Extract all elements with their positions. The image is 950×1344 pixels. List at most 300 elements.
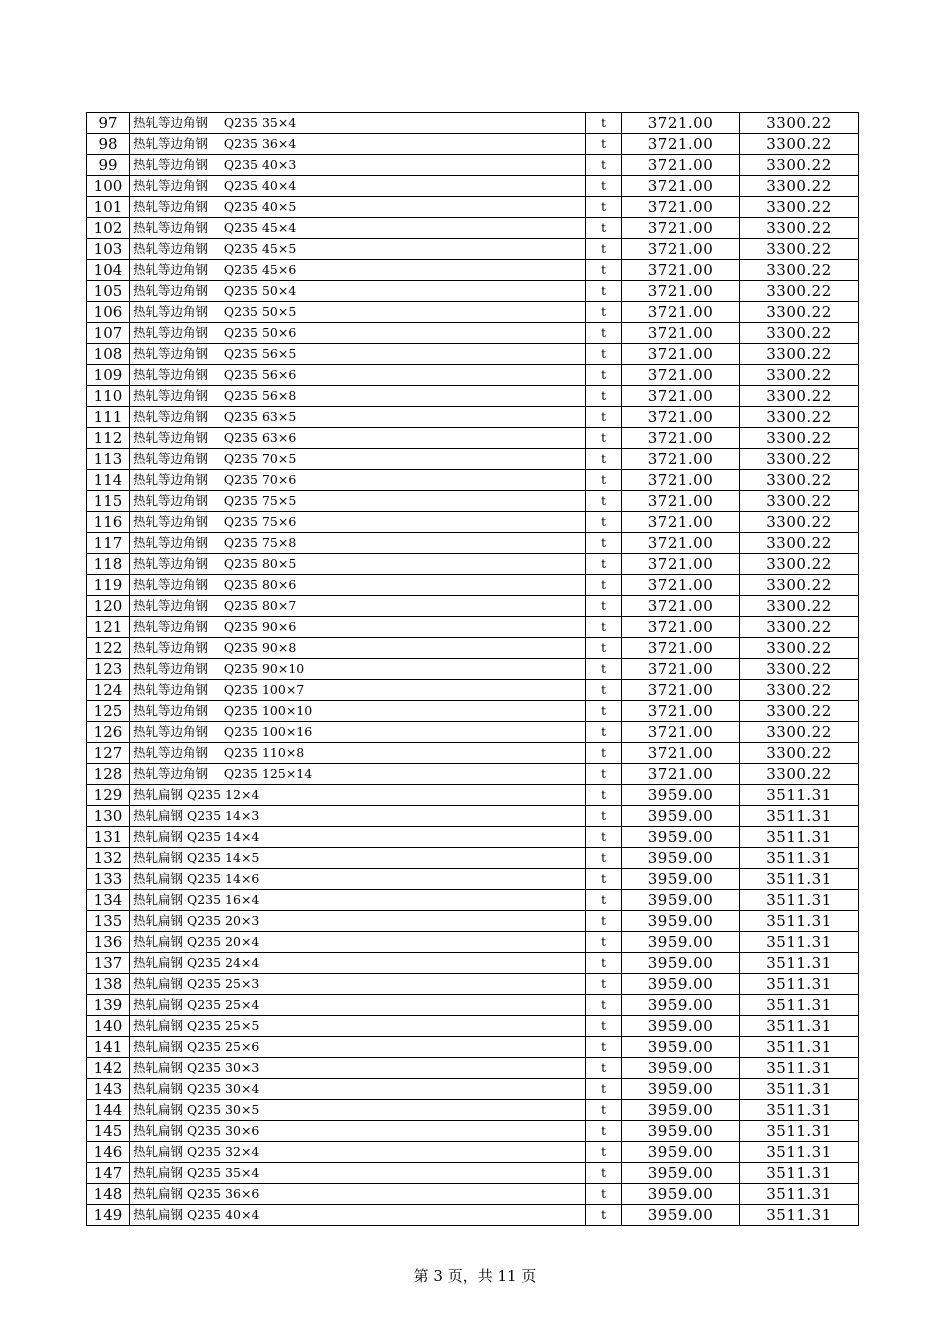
table-row [87, 743, 859, 764]
material-name-cell: 热轧等边角钢 Q235 70×6 [130, 470, 586, 491]
price-incl-tax-cell: 3721.00 [622, 449, 740, 470]
price-excl-tax-cell: 3300.22 [740, 155, 859, 176]
price-excl-tax-cell: 3300.22 [740, 554, 859, 575]
table-row [87, 659, 859, 680]
unit-cell: t [586, 533, 622, 554]
row-number-cell: 102 [87, 218, 130, 239]
material-name-cell: 热轧等边角钢 Q235 80×6 [130, 575, 586, 596]
row-number-cell: 139 [87, 995, 130, 1016]
table-row [87, 176, 859, 197]
row-number-cell: 113 [87, 449, 130, 470]
price-excl-tax-cell: 3511.31 [740, 869, 859, 890]
row-number-cell: 110 [87, 386, 130, 407]
material-name-cell: 热轧等边角钢 Q235 110×8 [130, 743, 586, 764]
row-number-cell: 142 [87, 1058, 130, 1079]
price-incl-tax-cell: 3959.00 [622, 911, 740, 932]
price-incl-tax-cell: 3959.00 [622, 1079, 740, 1100]
unit-cell: t [586, 827, 622, 848]
unit-cell: t [586, 680, 622, 701]
row-number-cell: 132 [87, 848, 130, 869]
unit-cell: t [586, 428, 622, 449]
table-row [87, 596, 859, 617]
table-row [87, 1142, 859, 1163]
price-excl-tax-cell: 3511.31 [740, 974, 859, 995]
unit-cell: t [586, 218, 622, 239]
price-excl-tax-cell: 3300.22 [740, 386, 859, 407]
unit-cell: t [586, 1016, 622, 1037]
price-excl-tax-cell: 3300.22 [740, 428, 859, 449]
unit-cell: t [586, 659, 622, 680]
table-row [87, 995, 859, 1016]
price-excl-tax-cell: 3300.22 [740, 218, 859, 239]
table-row [87, 428, 859, 449]
material-name-cell: 热轧等边角钢 Q235 90×8 [130, 638, 586, 659]
price-incl-tax-cell: 3959.00 [622, 1205, 740, 1226]
row-number-cell: 137 [87, 953, 130, 974]
unit-cell: t [586, 470, 622, 491]
material-name-cell: 热轧等边角钢 Q235 63×6 [130, 428, 586, 449]
price-excl-tax-cell: 3300.22 [740, 281, 859, 302]
row-number-cell: 100 [87, 176, 130, 197]
row-number-cell: 121 [87, 617, 130, 638]
unit-cell: t [586, 365, 622, 386]
unit-cell: t [586, 1100, 622, 1121]
row-number-cell: 98 [87, 134, 130, 155]
unit-cell: t [586, 1079, 622, 1100]
material-name-cell: 热轧扁钢 Q235 40×4 [130, 1205, 586, 1226]
table-row [87, 890, 859, 911]
material-name-cell: 热轧等边角钢 Q235 56×6 [130, 365, 586, 386]
unit-cell: t [586, 701, 622, 722]
material-name-cell: 热轧等边角钢 Q235 80×5 [130, 554, 586, 575]
price-excl-tax-cell: 3511.31 [740, 827, 859, 848]
material-name-cell: 热轧等边角钢 Q235 40×3 [130, 155, 586, 176]
price-excl-tax-cell: 3511.31 [740, 1058, 859, 1079]
material-name-cell: 热轧扁钢 Q235 25×6 [130, 1037, 586, 1058]
unit-cell: t [586, 407, 622, 428]
table-row [87, 344, 859, 365]
material-name-cell: 热轧扁钢 Q235 25×4 [130, 995, 586, 1016]
unit-cell: t [586, 785, 622, 806]
table-row [87, 785, 859, 806]
row-number-cell: 133 [87, 869, 130, 890]
price-excl-tax-cell: 3300.22 [740, 638, 859, 659]
price-excl-tax-cell: 3300.22 [740, 323, 859, 344]
price-incl-tax-cell: 3959.00 [622, 953, 740, 974]
unit-cell: t [586, 974, 622, 995]
row-number-cell: 120 [87, 596, 130, 617]
row-number-cell: 148 [87, 1184, 130, 1205]
material-name-cell: 热轧等边角钢 Q235 40×5 [130, 197, 586, 218]
unit-cell: t [586, 932, 622, 953]
row-number-cell: 97 [87, 113, 130, 134]
table-row [87, 386, 859, 407]
table-row [87, 848, 859, 869]
price-incl-tax-cell: 3721.00 [622, 134, 740, 155]
price-incl-tax-cell: 3721.00 [622, 197, 740, 218]
row-number-cell: 130 [87, 806, 130, 827]
price-excl-tax-cell: 3511.31 [740, 953, 859, 974]
material-name-cell: 热轧扁钢 Q235 30×4 [130, 1079, 586, 1100]
price-incl-tax-cell: 3721.00 [622, 386, 740, 407]
table-row [87, 932, 859, 953]
material-name-cell: 热轧扁钢 Q235 30×6 [130, 1121, 586, 1142]
row-number-cell: 147 [87, 1163, 130, 1184]
unit-cell: t [586, 869, 622, 890]
price-excl-tax-cell: 3300.22 [740, 407, 859, 428]
row-number-cell: 106 [87, 302, 130, 323]
unit-cell: t [586, 890, 622, 911]
price-incl-tax-cell: 3721.00 [622, 617, 740, 638]
material-name-cell: 热轧等边角钢 Q235 90×10 [130, 659, 586, 680]
row-number-cell: 103 [87, 239, 130, 260]
material-name-cell: 热轧扁钢 Q235 14×3 [130, 806, 586, 827]
unit-cell: t [586, 386, 622, 407]
unit-cell: t [586, 449, 622, 470]
price-excl-tax-cell: 3300.22 [740, 302, 859, 323]
price-incl-tax-cell: 3721.00 [622, 596, 740, 617]
row-number-cell: 107 [87, 323, 130, 344]
material-name-cell: 热轧扁钢 Q235 25×5 [130, 1016, 586, 1037]
table-row [87, 1205, 859, 1226]
row-number-cell: 129 [87, 785, 130, 806]
price-excl-tax-cell: 3511.31 [740, 1100, 859, 1121]
price-incl-tax-cell: 3721.00 [622, 743, 740, 764]
price-excl-tax-cell: 3511.31 [740, 890, 859, 911]
price-incl-tax-cell: 3959.00 [622, 1121, 740, 1142]
price-excl-tax-cell: 3511.31 [740, 1142, 859, 1163]
price-incl-tax-cell: 3721.00 [622, 218, 740, 239]
table-row [87, 407, 859, 428]
unit-cell: t [586, 1205, 622, 1226]
price-incl-tax-cell: 3959.00 [622, 1058, 740, 1079]
material-name-cell: 热轧等边角钢 Q235 50×6 [130, 323, 586, 344]
price-incl-tax-cell: 3959.00 [622, 1016, 740, 1037]
price-excl-tax-cell: 3511.31 [740, 1016, 859, 1037]
unit-cell: t [586, 1184, 622, 1205]
price-incl-tax-cell: 3721.00 [622, 659, 740, 680]
price-incl-tax-cell: 3959.00 [622, 974, 740, 995]
row-number-cell: 149 [87, 1205, 130, 1226]
table-row [87, 260, 859, 281]
material-name-cell: 热轧扁钢 Q235 30×5 [130, 1100, 586, 1121]
table-row [87, 365, 859, 386]
table-row [87, 911, 859, 932]
table-row [87, 512, 859, 533]
price-incl-tax-cell: 3959.00 [622, 1184, 740, 1205]
unit-cell: t [586, 911, 622, 932]
price-excl-tax-cell: 3300.22 [740, 365, 859, 386]
row-number-cell: 145 [87, 1121, 130, 1142]
material-name-cell: 热轧等边角钢 Q235 100×16 [130, 722, 586, 743]
price-excl-tax-cell: 3511.31 [740, 1205, 859, 1226]
row-number-cell: 99 [87, 155, 130, 176]
material-name-cell: 热轧等边角钢 Q235 36×4 [130, 134, 586, 155]
table-row [87, 302, 859, 323]
price-incl-tax-cell: 3721.00 [622, 323, 740, 344]
price-incl-tax-cell: 3959.00 [622, 848, 740, 869]
table-row [87, 827, 859, 848]
price-incl-tax-cell: 3721.00 [622, 701, 740, 722]
material-name-cell: 热轧等边角钢 Q235 125×14 [130, 764, 586, 785]
price-excl-tax-cell: 3511.31 [740, 1079, 859, 1100]
price-excl-tax-cell: 3300.22 [740, 680, 859, 701]
row-number-cell: 135 [87, 911, 130, 932]
price-incl-tax-cell: 3721.00 [622, 113, 740, 134]
table-row [87, 1037, 859, 1058]
material-name-cell: 热轧等边角钢 Q235 50×4 [130, 281, 586, 302]
table-row [87, 1163, 859, 1184]
unit-cell: t [586, 743, 622, 764]
price-incl-tax-cell: 3721.00 [622, 365, 740, 386]
price-excl-tax-cell: 3300.22 [740, 512, 859, 533]
price-incl-tax-cell: 3959.00 [622, 995, 740, 1016]
row-number-cell: 124 [87, 680, 130, 701]
price-excl-tax-cell: 3300.22 [740, 470, 859, 491]
table-row [87, 470, 859, 491]
table-row [87, 1079, 859, 1100]
material-name-cell: 热轧扁钢 Q235 25×3 [130, 974, 586, 995]
table-row [87, 680, 859, 701]
table-row [87, 806, 859, 827]
price-excl-tax-cell: 3300.22 [740, 113, 859, 134]
row-number-cell: 123 [87, 659, 130, 680]
price-incl-tax-cell: 3721.00 [622, 260, 740, 281]
material-name-cell: 热轧扁钢 Q235 12×4 [130, 785, 586, 806]
material-name-cell: 热轧等边角钢 Q235 75×8 [130, 533, 586, 554]
price-excl-tax-cell: 3511.31 [740, 848, 859, 869]
price-incl-tax-cell: 3721.00 [622, 239, 740, 260]
price-excl-tax-cell: 3511.31 [740, 932, 859, 953]
row-number-cell: 141 [87, 1037, 130, 1058]
material-name-cell: 热轧扁钢 Q235 36×6 [130, 1184, 586, 1205]
row-number-cell: 125 [87, 701, 130, 722]
price-excl-tax-cell: 3511.31 [740, 1184, 859, 1205]
material-name-cell: 热轧扁钢 Q235 35×4 [130, 1163, 586, 1184]
row-number-cell: 108 [87, 344, 130, 365]
price-incl-tax-cell: 3721.00 [622, 533, 740, 554]
unit-cell: t [586, 134, 622, 155]
unit-cell: t [586, 512, 622, 533]
material-name-cell: 热轧扁钢 Q235 20×4 [130, 932, 586, 953]
price-incl-tax-cell: 3721.00 [622, 575, 740, 596]
price-incl-tax-cell: 3959.00 [622, 932, 740, 953]
price-excl-tax-cell: 3511.31 [740, 1163, 859, 1184]
price-incl-tax-cell: 3721.00 [622, 344, 740, 365]
row-number-cell: 128 [87, 764, 130, 785]
table-row [87, 533, 859, 554]
row-number-cell: 119 [87, 575, 130, 596]
row-number-cell: 101 [87, 197, 130, 218]
unit-cell: t [586, 491, 622, 512]
row-number-cell: 136 [87, 932, 130, 953]
material-name-cell: 热轧扁钢 Q235 14×4 [130, 827, 586, 848]
price-table-body [87, 113, 859, 1226]
material-name-cell: 热轧等边角钢 Q235 75×6 [130, 512, 586, 533]
unit-cell: t [586, 806, 622, 827]
price-incl-tax-cell: 3721.00 [622, 470, 740, 491]
table-row [87, 869, 859, 890]
price-excl-tax-cell: 3300.22 [740, 722, 859, 743]
table-row [87, 1016, 859, 1037]
price-excl-tax-cell: 3511.31 [740, 995, 859, 1016]
row-number-cell: 116 [87, 512, 130, 533]
price-incl-tax-cell: 3721.00 [622, 554, 740, 575]
material-name-cell: 热轧扁钢 Q235 14×5 [130, 848, 586, 869]
price-excl-tax-cell: 3300.22 [740, 575, 859, 596]
material-name-cell: 热轧等边角钢 Q235 80×7 [130, 596, 586, 617]
price-excl-tax-cell: 3300.22 [740, 764, 859, 785]
price-excl-tax-cell: 3300.22 [740, 533, 859, 554]
price-incl-tax-cell: 3721.00 [622, 155, 740, 176]
row-number-cell: 134 [87, 890, 130, 911]
table-row [87, 323, 859, 344]
row-number-cell: 127 [87, 743, 130, 764]
row-number-cell: 109 [87, 365, 130, 386]
unit-cell: t [586, 617, 622, 638]
table-row [87, 155, 859, 176]
unit-cell: t [586, 281, 622, 302]
price-incl-tax-cell: 3959.00 [622, 785, 740, 806]
price-excl-tax-cell: 3300.22 [740, 134, 859, 155]
price-incl-tax-cell: 3721.00 [622, 638, 740, 659]
material-name-cell: 热轧等边角钢 Q235 35×4 [130, 113, 586, 134]
table-row [87, 1121, 859, 1142]
unit-cell: t [586, 596, 622, 617]
row-number-cell: 140 [87, 1016, 130, 1037]
unit-cell: t [586, 1121, 622, 1142]
price-incl-tax-cell: 3721.00 [622, 722, 740, 743]
price-excl-tax-cell: 3300.22 [740, 344, 859, 365]
unit-cell: t [586, 113, 622, 134]
price-excl-tax-cell: 3511.31 [740, 1121, 859, 1142]
row-number-cell: 112 [87, 428, 130, 449]
unit-cell: t [586, 764, 622, 785]
price-excl-tax-cell: 3300.22 [740, 239, 859, 260]
row-number-cell: 126 [87, 722, 130, 743]
unit-cell: t [586, 1163, 622, 1184]
unit-cell: t [586, 302, 622, 323]
price-incl-tax-cell: 3959.00 [622, 1037, 740, 1058]
row-number-cell: 131 [87, 827, 130, 848]
table-row [87, 449, 859, 470]
table-row [87, 1058, 859, 1079]
material-name-cell: 热轧扁钢 Q235 32×4 [130, 1142, 586, 1163]
unit-cell: t [586, 1058, 622, 1079]
unit-cell: t [586, 953, 622, 974]
price-excl-tax-cell: 3300.22 [740, 743, 859, 764]
row-number-cell: 138 [87, 974, 130, 995]
row-number-cell: 117 [87, 533, 130, 554]
unit-cell: t [586, 344, 622, 365]
unit-cell: t [586, 995, 622, 1016]
unit-cell: t [586, 155, 622, 176]
material-name-cell: 热轧扁钢 Q235 30×3 [130, 1058, 586, 1079]
material-name-cell: 热轧等边角钢 Q235 45×5 [130, 239, 586, 260]
price-incl-tax-cell: 3959.00 [622, 827, 740, 848]
unit-cell: t [586, 575, 622, 596]
price-excl-tax-cell: 3300.22 [740, 260, 859, 281]
price-excl-tax-cell: 3300.22 [740, 617, 859, 638]
price-excl-tax-cell: 3511.31 [740, 806, 859, 827]
price-excl-tax-cell: 3511.31 [740, 785, 859, 806]
table-row [87, 617, 859, 638]
row-number-cell: 105 [87, 281, 130, 302]
material-name-cell: 热轧扁钢 Q235 14×6 [130, 869, 586, 890]
unit-cell: t [586, 638, 622, 659]
material-name-cell: 热轧等边角钢 Q235 75×5 [130, 491, 586, 512]
material-name-cell: 热轧等边角钢 Q235 45×6 [130, 260, 586, 281]
material-name-cell: 热轧等边角钢 Q235 45×4 [130, 218, 586, 239]
row-number-cell: 104 [87, 260, 130, 281]
price-incl-tax-cell: 3721.00 [622, 407, 740, 428]
price-incl-tax-cell: 3959.00 [622, 1163, 740, 1184]
material-name-cell: 热轧扁钢 Q235 16×4 [130, 890, 586, 911]
price-excl-tax-cell: 3300.22 [740, 491, 859, 512]
table-row [87, 218, 859, 239]
material-name-cell: 热轧扁钢 Q235 24×4 [130, 953, 586, 974]
row-number-cell: 146 [87, 1142, 130, 1163]
price-excl-tax-cell: 3300.22 [740, 659, 859, 680]
price-incl-tax-cell: 3721.00 [622, 281, 740, 302]
page-number-footer: 第 3 页，共 11 页 [413, 1267, 537, 1285]
table-row [87, 1184, 859, 1205]
price-excl-tax-cell: 3300.22 [740, 596, 859, 617]
table-row [87, 764, 859, 785]
table-row [87, 701, 859, 722]
material-name-cell: 热轧等边角钢 Q235 50×5 [130, 302, 586, 323]
price-incl-tax-cell: 3721.00 [622, 302, 740, 323]
unit-cell: t [586, 848, 622, 869]
price-incl-tax-cell: 3959.00 [622, 806, 740, 827]
price-excl-tax-cell: 3300.22 [740, 197, 859, 218]
unit-cell: t [586, 323, 622, 344]
row-number-cell: 114 [87, 470, 130, 491]
table-row [87, 197, 859, 218]
table-row [87, 953, 859, 974]
price-incl-tax-cell: 3959.00 [622, 1100, 740, 1121]
price-incl-tax-cell: 3959.00 [622, 890, 740, 911]
price-table [86, 112, 859, 1226]
row-number-cell: 144 [87, 1100, 130, 1121]
price-excl-tax-cell: 3300.22 [740, 176, 859, 197]
price-incl-tax-cell: 3721.00 [622, 428, 740, 449]
price-incl-tax-cell: 3721.00 [622, 512, 740, 533]
price-incl-tax-cell: 3721.00 [622, 680, 740, 701]
price-incl-tax-cell: 3959.00 [622, 1142, 740, 1163]
table-row [87, 134, 859, 155]
unit-cell: t [586, 176, 622, 197]
price-incl-tax-cell: 3959.00 [622, 869, 740, 890]
price-excl-tax-cell: 3300.22 [740, 449, 859, 470]
unit-cell: t [586, 239, 622, 260]
row-number-cell: 115 [87, 491, 130, 512]
table-row [87, 554, 859, 575]
unit-cell: t [586, 722, 622, 743]
material-name-cell: 热轧等边角钢 Q235 56×8 [130, 386, 586, 407]
material-name-cell: 热轧等边角钢 Q235 100×7 [130, 680, 586, 701]
material-name-cell: 热轧等边角钢 Q235 70×5 [130, 449, 586, 470]
material-name-cell: 热轧等边角钢 Q235 90×6 [130, 617, 586, 638]
table-row [87, 1100, 859, 1121]
price-excl-tax-cell: 3511.31 [740, 911, 859, 932]
row-number-cell: 111 [87, 407, 130, 428]
unit-cell: t [586, 197, 622, 218]
price-incl-tax-cell: 3721.00 [622, 764, 740, 785]
row-number-cell: 118 [87, 554, 130, 575]
unit-cell: t [586, 260, 622, 281]
unit-cell: t [586, 1142, 622, 1163]
